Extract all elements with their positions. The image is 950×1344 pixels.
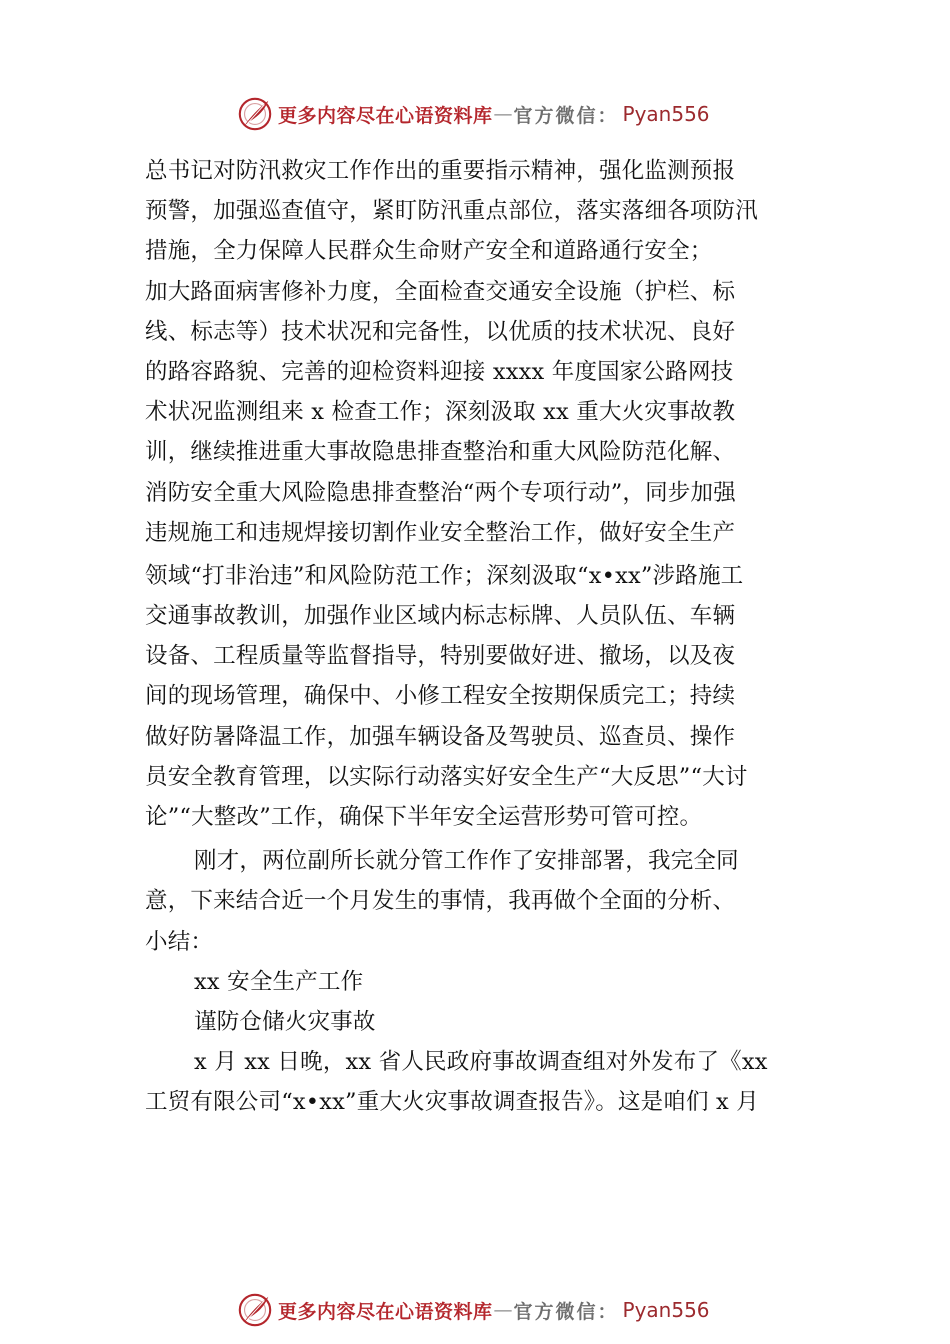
banner-wechat-id: Pyan556 [622,1298,710,1322]
text-line: 总书记对防汛救灾工作作出的重要指示精神，强化监测预报 [145,158,736,184]
banner-site-name: 更多内容尽在心语资料库 [278,1300,493,1323]
text-line: 加大路面病害修补力度，全面检查交通安全设施（护栏、标 [145,278,736,305]
text-line: 术状况监测组来 x 检查工作；深刻汲取 xx 重大火灾事故教 [145,399,736,426]
text-line: 领域“打非治违”和风险防范工作；深刻汲取“x•xx”涉路施工 [145,562,744,589]
paragraph-start-line: 刚才，两位副所长就分管工作作了安排部署，我完全同 [194,848,739,875]
banner-site-name: 更多内容尽在心语资料库 [278,104,493,127]
banner-wechat-label: 官方微信： [513,1300,619,1323]
footer-banner [236,1290,710,1330]
text-line: 工贸有限公司“x•xx”重大火灾事故调查报告》。这是咱们 x 月 [145,1089,759,1116]
feather-logo-icon [236,95,274,133]
text-line: 交通事故教训，加强作业区域内标志标牌、人员队伍、车辆 [145,603,736,630]
header-banner [236,94,710,134]
text-line: 间的现场管理，确保中、小修工程安全按期保质完工；持续 [145,683,736,710]
text-line: 做好防暑降温工作，加强车辆设备及驾驶员、巡查员、操作 [145,723,736,750]
text-line: 训，继续推进重大事故隐患排查整治和重大风险防范化解、 [145,439,736,466]
document-body [145,151,827,1123]
text-line: 设备、工程质量等监督指导，特别要做好进、撤场，以及夜 [145,643,736,670]
text-line: 违规施工和违规焊接切割作业安全整治工作，做好安全生产 [145,519,736,546]
text-line: 论”“大整改”工作，确保下半年安全运营形势可管可控。 [145,804,703,830]
text-line: 的路容路貌、完善的迎检资料迎接 xxxx 年度国家公路网技 [145,358,734,385]
text-line: 小结： [145,928,214,955]
subsection-heading: 谨防仓储火灾事故 [194,1008,376,1035]
text-line: 员安全教育管理，以实际行动落实好安全生产“大反思”“大讨 [145,763,748,790]
banner-dash: — [493,1299,513,1321]
text-line: 意，下来结合近一个月发生的事情，我再做个全面的分析、 [145,888,736,915]
section-heading: xx 安全生产工作 [194,968,364,995]
banner-wechat-id: Pyan556 [622,102,710,126]
text-line: 线、标志等）技术状况和完备性，以优质的技术状况、良好 [145,318,736,345]
paragraph-start-line: x 月 xx 日晚，xx 省人民政府事故调查组对外发布了《xx [194,1049,768,1076]
banner-dash: — [493,103,513,125]
feather-logo-icon [236,1291,274,1329]
text-line: 消防安全重大风险隐患排查整治“两个专项行动”，同步加强 [145,479,736,506]
text-line: 预警，加强巡查值守，紧盯防汛重点部位，落实落细各项防汛 [145,198,758,225]
text-line: 措施，全力保障人民群众生命财产安全和道路通行安全； [145,238,713,265]
banner-wechat-label: 官方微信： [513,104,619,127]
